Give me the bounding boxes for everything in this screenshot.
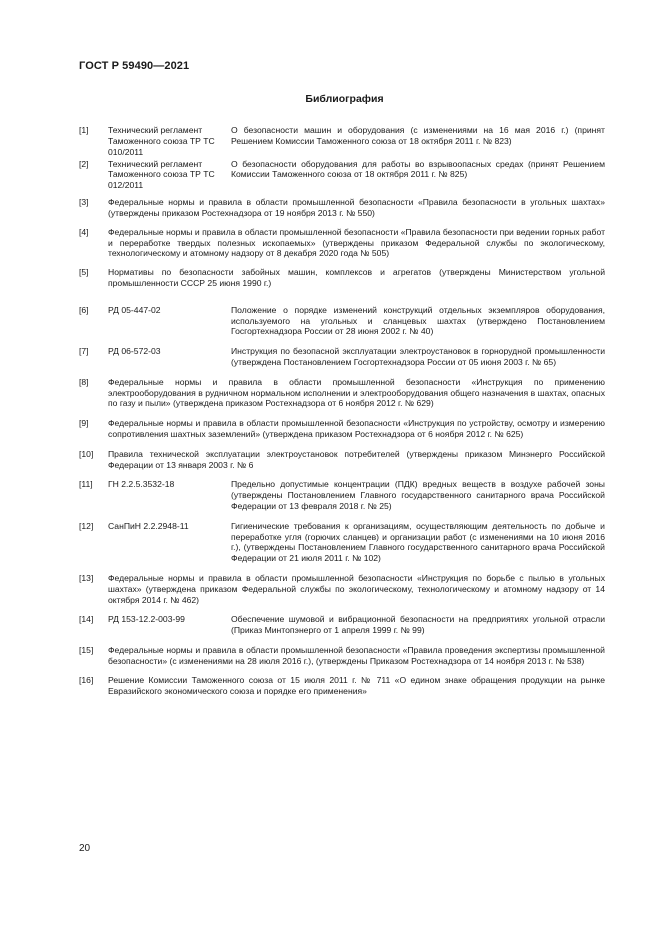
entry-number: [7]: [79, 346, 89, 357]
entry-text: Федеральные нормы и правила в области промышленной безопасности «Инструкция по устройству, осмотру и измерению сопротивления шахтных заземлений» (утверждена приказом Ростехнадзора от 6 ноября 2012 г. № 625): [108, 418, 605, 439]
bib-entry-7: [79, 346, 605, 368]
entry-number: [5]: [79, 267, 89, 278]
entry-number: [4]: [79, 226, 89, 237]
entry-doc-ref: Технический регламент Таможенного союза ТР ТС 012/2011: [108, 158, 215, 191]
entry-doc-ref: СанПиН 2.2.2948-11: [108, 520, 189, 531]
entry-number: [16]: [79, 675, 94, 686]
bib-entry-6: [79, 305, 605, 337]
entry-text: Решение Комиссии Таможенного союза от 15 июля 2011 г. № 711 «О едином знаке обращения продукции на рынке Евразийского экономического союза и порядке его применения»: [108, 675, 605, 697]
entry-text: Правила технической эксплуатации электроустановок потребителей (утверждены приказом Минэнерго Российской Федерации от 13 января 2003 г. № 6: [108, 448, 605, 470]
entry-doc-ref: ГН 2.2.5.3532-18: [108, 479, 175, 490]
entry-text: Федеральные нормы и правила в области промышленной безопасности «Правила проведения экспертизы промышленной безопасности» (с изменениями на 28 июля 2016 г.), (утверждены Приказом Ростехнадзора от 14 ноября 2013 г. № 538): [108, 644, 605, 666]
entry-number: [12]: [79, 520, 94, 531]
bib-entry-9: [79, 418, 605, 440]
entry-number: [6]: [79, 304, 89, 315]
entry-text: Федеральные нормы и правила в области промышленной безопасности «Инструкция по борьбе с пылью в угольных шахтах» (утверждена приказом Федеральной службы по экологическому, технологическому и атомному надзору от 14 октября 2014 г. № 462): [108, 572, 605, 605]
bib-entry-4: [79, 227, 605, 259]
page-title-text: Библиография: [305, 93, 384, 105]
entry-doc-ref: РД 06-572-03: [108, 346, 161, 357]
entry-number: [15]: [79, 644, 94, 655]
bib-entry-2: [79, 158, 605, 191]
bib-entry-13: [79, 573, 605, 605]
entry-doc-ref: РД 05-447-02: [108, 304, 161, 315]
entry-number: [8]: [79, 376, 89, 387]
page-number: 20: [79, 843, 91, 854]
bib-entry-10: [79, 449, 605, 471]
entry-text: Федеральные нормы и правила в области промышленной безопасности «Правила безопасности при ведении горных работ и переработке твердых полезных ископаемых» (утверждены приказом Федеральной службы по экологическому, технологическому и атомному надзору от 8 декабря 2020 года № 505): [108, 226, 605, 259]
entry-number: [11]: [79, 479, 93, 490]
entry-doc-ref: РД 153-12.2-003-99: [108, 614, 185, 625]
entry-doc-ref: Технический регламент Таможенного союза ТР ТС 010/2011: [108, 125, 215, 157]
entry-number: [14]: [79, 614, 94, 625]
entry-number: [3]: [79, 197, 89, 208]
entry-number: [13]: [79, 572, 94, 583]
bibliography-list: [79, 125, 605, 697]
entry-number: [2]: [79, 158, 89, 169]
page-title: [0, 93, 661, 105]
entry-description: О безопасности машин и оборудования (с изменениями на 16 мая 2016 г.) (принят Решением Комиссии Таможенного союза от 18 октября 2011 г. № 823): [231, 125, 605, 146]
bib-entry-12: [79, 521, 605, 564]
entry-number: [1]: [79, 125, 89, 135]
bib-entry-15: [79, 645, 605, 667]
entry-number: [10]: [79, 448, 94, 459]
entry-description: Предельно допустимые концентрации (ПДК) вредных веществ в воздухе рабочей зоны (утверждены Постановлением Главного государственного санитарного врача Российской Федерации от 13 февраля 2018 г. № 25): [231, 479, 605, 511]
entry-description: Инструкция по безопасной эксплуатации электроустановок в горнорудной промышленности (утверждена Постановлением Госгортехнадзора России от 05 июня 2003 г. № 65): [231, 346, 605, 367]
bib-entry-8: [79, 377, 605, 409]
entry-description: Положение о порядке изменений конструкций отдельных экземпляров оборудования, используемого на угольных и сланцевых шахтах (утверждено Постановлением Госгортехнадзора России от 28 июня 2002 г. № 40): [231, 304, 605, 337]
entry-number: [9]: [79, 418, 89, 429]
bib-entry-1: [79, 125, 605, 157]
entry-text: Нормативы по безопасности забойных машин, комплексов и агрегатов (утверждены Министерством угольной промышленности СССР 25 июня 1990 г.): [108, 267, 605, 288]
bib-entry-11: [79, 479, 605, 511]
bib-entry-14: [79, 614, 605, 636]
entry-description: Обеспечение шумовой и вибрационной безопасности на предприятиях угольной отрасли (Приказ Минтопэнерго от 1 апреля 1999 г. № 99): [231, 614, 605, 636]
entry-description: О безопасности оборудования для работы во взрывоопасных средах (принят Решением Комиссии Таможенного союза от 18 октября 2011 г. № 825): [231, 158, 605, 180]
bib-entry-3: [79, 197, 605, 219]
entry-text: Федеральные нормы и правила в области промышленной безопасности «Инструкция по применению электрооборудования в рудничном нормальном исполнении и электрооборудования общего назначения в шахтах, опасных по газу и пыли» (утверждена приказом Ростехнадзора от 6 ноября 2012 г. № 629): [108, 376, 605, 409]
standard-id: ГОСТ Р 59490—2021: [79, 60, 190, 72]
entry-text: Федеральные нормы и правила в области промышленной безопасности «Правила безопасности в угольных шахтах» (утверждены приказом Ростехнадзора от 19 ноября 2013 г. № 550): [108, 197, 605, 218]
entry-description: Гигиенические требования к организациям, осуществляющим деятельность по добыче и переработке угля (горючих сланцев) и организации работ (с изменениями на 10 июня 2016 г.), (утверждены Постановлением Главного государственного санитарного врача Российской Федерации от 21 июля 2011 г. № 102): [231, 520, 605, 564]
bib-entry-5: [79, 267, 605, 289]
bib-entry-16: [79, 675, 605, 697]
